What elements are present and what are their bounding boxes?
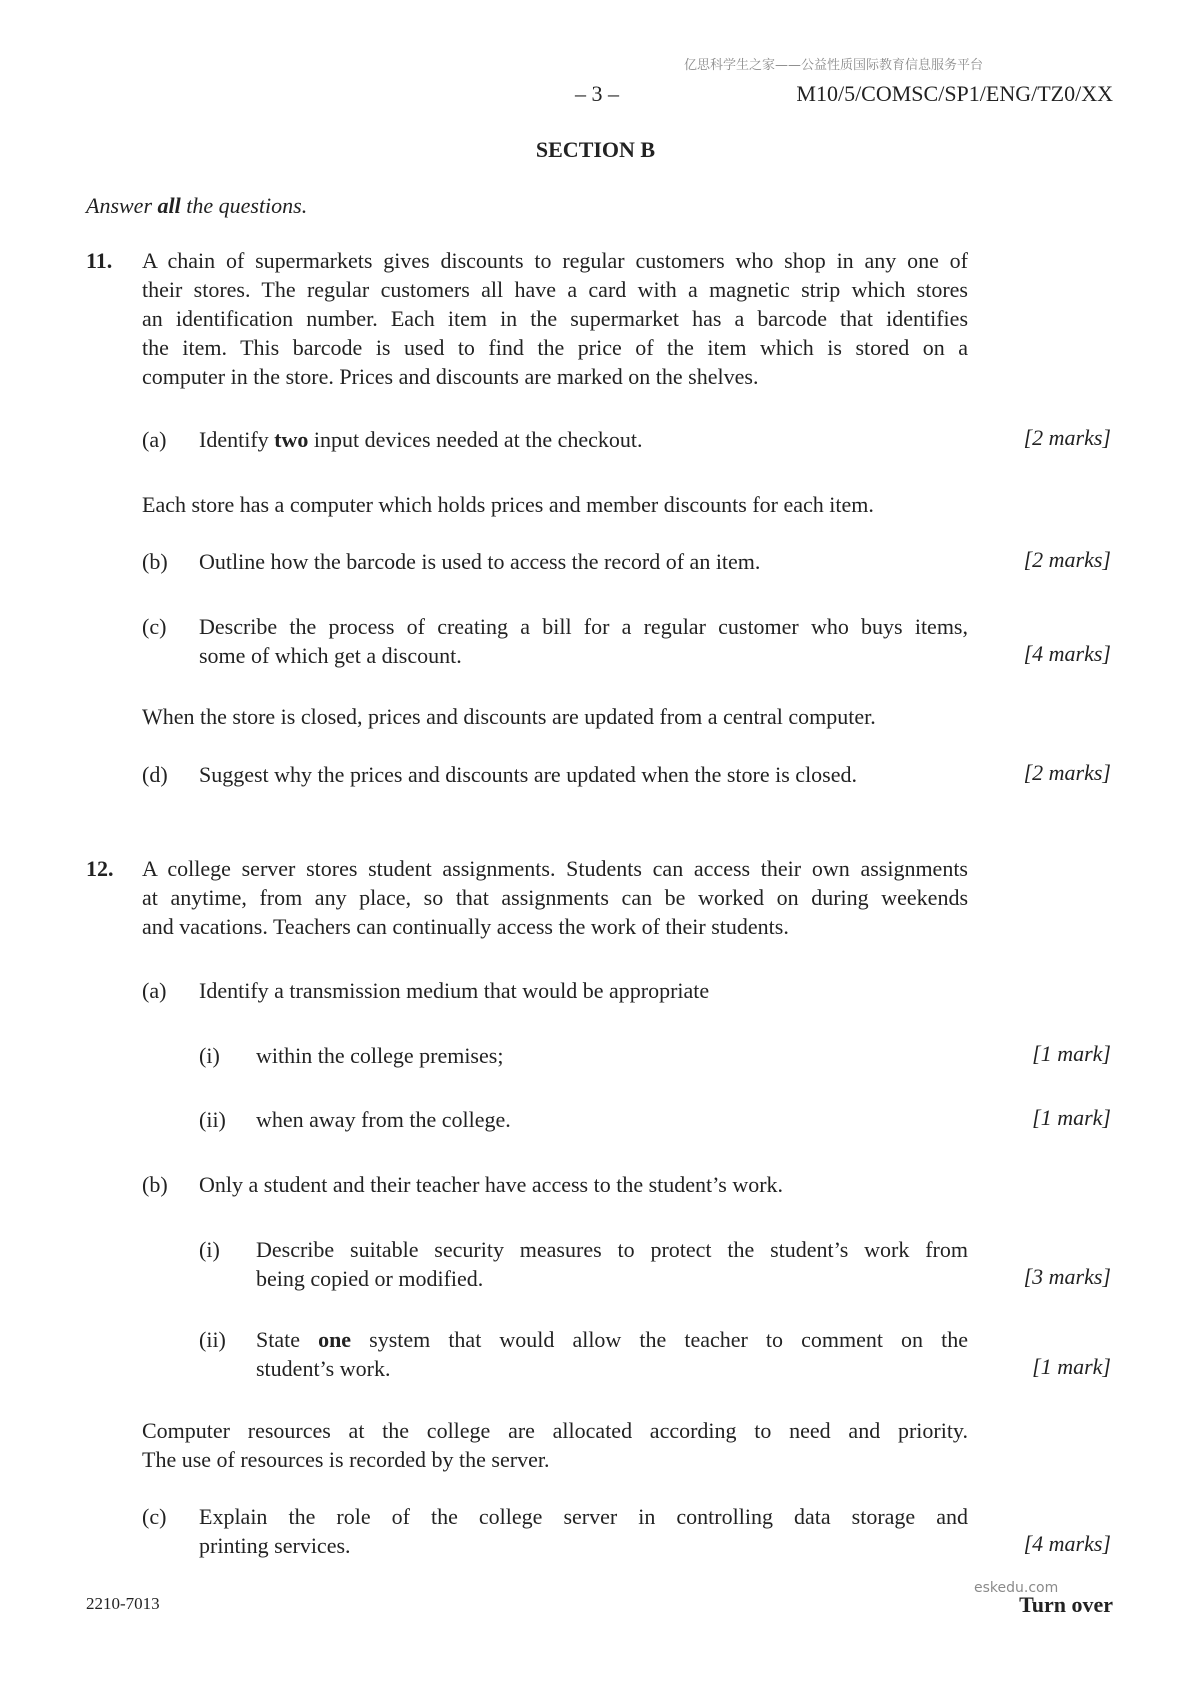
- paper-code: M10/5/COMSC/SP1/ENG/TZ0/XX: [796, 81, 1113, 106]
- q11c-label: (c): [142, 614, 167, 639]
- q12b-ii-marks: [1 mark]: [1032, 1354, 1111, 1379]
- q12a-ii-marks: [1 mark]: [1032, 1105, 1111, 1130]
- header-watermark: 亿思科学生之家——公益性质国际教育信息服务平台: [684, 58, 984, 73]
- q11b-label: (b): [142, 549, 168, 574]
- q11b-marks: [2 marks]: [1023, 547, 1111, 572]
- q11a-marks: [2 marks]: [1023, 425, 1111, 450]
- question-number-11: 11.: [86, 248, 113, 273]
- q12a-i-text: within the college premises;: [256, 1043, 504, 1068]
- q12a-i-label: (i): [199, 1043, 220, 1068]
- page-number: – 3 –: [575, 81, 619, 106]
- q11-info-2: When the store is closed, prices and discounts are updated from a central computer.: [142, 704, 876, 729]
- question-number-12: 12.: [86, 856, 114, 881]
- q12b-i-text: Describe suitable security measures to protect the student’s work from being copied or modified.: [256, 1237, 968, 1291]
- q12b-ii-text: State one system that would allow the teacher to comment on the student’s work.: [256, 1327, 968, 1381]
- footer-code: 2210-7013: [86, 1594, 160, 1613]
- q11a-text: Identify two input devices needed at the checkout.: [199, 427, 643, 452]
- q12a-ii-text: when away from the college.: [256, 1107, 511, 1132]
- q11c-text: Describe the process of creating a bill for a regular customer who buys items, some of which get a discount.: [199, 614, 968, 668]
- q12c-text: Explain the role of the college server in controlling data storage and printing services.: [199, 1504, 968, 1558]
- q12-info: Computer resources at the college are allocated according to need and priority. The use of resources is recorded by the server.: [142, 1418, 968, 1472]
- q11a-label: (a): [142, 427, 167, 452]
- footer-watermark: eskedu.com: [974, 1580, 1059, 1596]
- q11c-marks: [4 marks]: [1023, 641, 1111, 666]
- q12c-marks: [4 marks]: [1023, 1531, 1111, 1556]
- q12a-text: Identify a transmission medium that would be appropriate: [199, 978, 710, 1003]
- q11d-label: (d): [142, 762, 168, 787]
- q11-stem: A chain of supermarkets gives discounts to regular customers who shop in any one of their stores. The regular customers all have a card with a magnetic strip which stores an identification number. Each item in the supermarket has a barcode that identifies the item. This barcode is used to find the price of the item which is stored on a computer in the store. Prices and discounts are marked on the shelves.: [142, 248, 968, 389]
- q12b-text: Only a student and their teacher have access to the student’s work.: [199, 1172, 784, 1197]
- turn-over: Turn over: [1019, 1592, 1113, 1617]
- q12-stem: A college server stores student assignments. Students can access their own assignments at anytime, from any place, so that assignments can be worked on during weekends and vacations. Teachers can continually access the work of their students.: [142, 856, 968, 939]
- q12b-ii-label: (ii): [199, 1327, 226, 1352]
- q12a-i-marks: [1 mark]: [1032, 1041, 1111, 1066]
- q11d-marks: [2 marks]: [1023, 760, 1111, 785]
- q12b-label: (b): [142, 1172, 168, 1197]
- q12a-label: (a): [142, 978, 167, 1003]
- q12a-ii-label: (ii): [199, 1107, 226, 1132]
- section-title: SECTION B: [535, 137, 656, 162]
- q12c-label: (c): [142, 1504, 167, 1529]
- q11b-text: Outline how the barcode is used to access the record of an item.: [199, 549, 761, 574]
- instruction: Answer all the questions.: [86, 193, 308, 218]
- q11d-text: Suggest why the prices and discounts are updated when the store is closed.: [199, 762, 858, 787]
- q12b-i-marks: [3 marks]: [1023, 1264, 1111, 1289]
- q12b-i-label: (i): [199, 1237, 220, 1262]
- q11-info-1: Each store has a computer which holds prices and member discounts for each item.: [142, 492, 874, 517]
